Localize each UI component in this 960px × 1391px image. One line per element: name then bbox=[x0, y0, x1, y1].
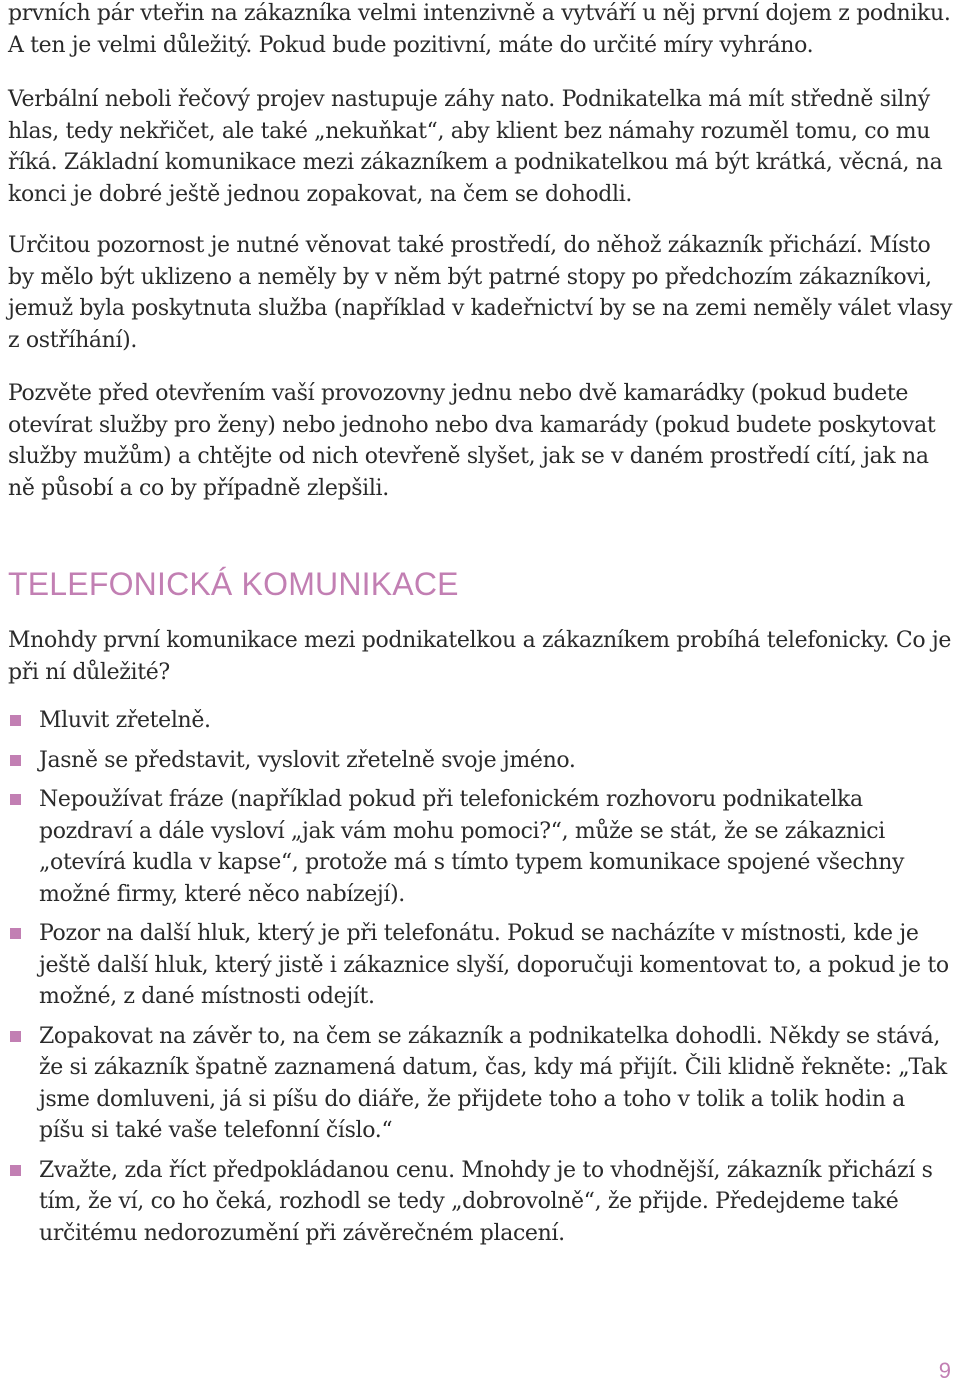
paragraph-invite-friends: Pozvěte před otevřením vaší provozovny jednu nebo dvě kamarádky (pokud budete otevírat služby pro ženy) nebo jednoho nebo dva kamarády (pokud budete poskytovat služby mužům) a chtějte od nich otevřeně slyšet, jak se v daném prostředí cítí, jak na ně působí a co by případně zlepšili. bbox=[8, 381, 936, 501]
bullet-square-icon bbox=[10, 1031, 21, 1042]
section-lead: Mnohdy první komunikace mezi podnikatelkou a zákazníkem probíhá telefonicky. Co je při ní důležité? bbox=[8, 628, 952, 685]
bullet-list bbox=[8, 705, 954, 1249]
bullet-square-icon bbox=[10, 715, 21, 726]
list-item-text: Zopakovat na závěr to, na čem se zákazník a podnikatelka dohodli. Někdy se stává, že si zákazník špatně zaznamená datum, čas, kdy má přijít. Čili klidně řekněte: „Tak jsme domluveni, já si píšu do diáře, že přijdete toho a toho v tolik a tolik hodin a píšu si také vaše telefonní číslo.“ bbox=[39, 1023, 947, 1143]
list-item bbox=[8, 705, 954, 737]
list-item-text: Mluvit zřetelně. bbox=[39, 708, 211, 733]
list-item-text: Jasně se představit, vyslovit zřetelně svoje jméno. bbox=[39, 747, 576, 773]
list-item bbox=[8, 784, 954, 910]
intro-section bbox=[8, 0, 954, 504]
list-item bbox=[8, 745, 954, 777]
paragraph-verbal-communication: Verbální neboli řečový projev nastupuje záhy nato. Podnikatelka má mít středně silný hlas, tedy nekřičet, ale také „nekuňkat“, aby klient bez námahy rozuměl tomu, co mu říká. Základní komunikace mezi zákazníkem a podnikatelkou má být krátká, věcná, na konci je dobré ještě jednou zopakovat, na čem se dohodli. bbox=[8, 87, 943, 207]
list-item bbox=[8, 918, 954, 1013]
section-heading: TELEFONICKÁ KOMUNIKACE bbox=[8, 566, 459, 602]
list-item-text: Pozor na další hluk, který je při telefonátu. Pokud se nacházíte v místnosti, kde je ještě další hluk, který jistě i zákaznice slyší, doporučuji komentovat to, a pokud je to možné, z dané místnosti odejít. bbox=[39, 921, 949, 1009]
bullet-square-icon bbox=[10, 755, 21, 766]
bullet-square-icon bbox=[10, 1165, 21, 1176]
page-number: 9 bbox=[938, 1358, 951, 1383]
list-item-text: Zvažte, zda říct předpokládanou cenu. Mnohdy je to vhodnější, zákazník přichází s tím, že ví, co ho čeká, rozhodl se tedy „dobrovolně“, že přijde. Předejdeme také určitému nedorozumění při závěrečném placení. bbox=[39, 1157, 933, 1246]
list-item-text: Nepoužívat fráze (například pokud při telefonickém rozhovoru podnikatelka pozdraví a dále vysloví „jak vám mohu pomoci?“, může se stát, že se zákaznici „otevírá kudla v kapse“, protože má s tímto typem komunikace spojené všechny možné firmy, které něco nabízejí). bbox=[39, 787, 905, 907]
bullet-square-icon bbox=[10, 794, 21, 805]
document-page bbox=[8, 0, 954, 1257]
bullet-square-icon bbox=[10, 928, 21, 939]
list-item bbox=[8, 1021, 954, 1147]
list-item bbox=[8, 1155, 954, 1250]
paragraph-environment: Určitou pozornost je nutné věnovat také prostředí, do něhož zákazník přichází. Místo by mělo být uklizeno a neměly by v něm být patrné stopy po předchozím zákazníkovi, jemuž byla poskytnuta služba (například v kadeřnictví by se na zemi neměly válet vlasy z ostříhání). bbox=[8, 233, 953, 353]
paragraph-first-impression: prvních pár vteřin na zákazníka velmi intenzivně a vytváří u něj první dojem z podniku. A ten je velmi důležitý. Pokud bude pozitivní, máte do určité míry vyhráno. bbox=[8, 1, 951, 58]
